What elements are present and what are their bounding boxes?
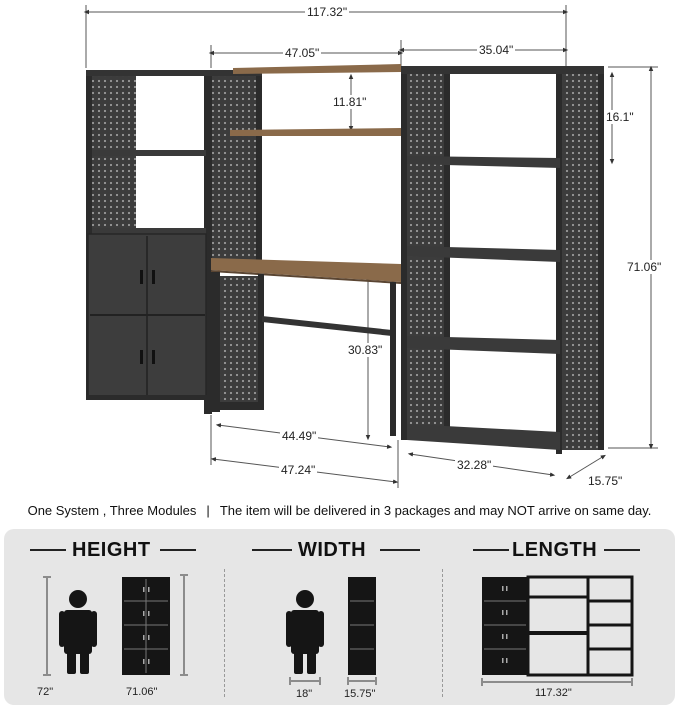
desk-outer-width-label: 47.24"	[281, 463, 316, 477]
size-comparison-panel	[4, 529, 675, 705]
height-title-rule-left	[30, 549, 66, 551]
height-title: HEIGHT	[72, 539, 151, 561]
overall-width-label: 117.32"	[307, 5, 348, 19]
desk-height-label: 30.83"	[348, 343, 383, 357]
total-height-label: 71.06"	[627, 260, 662, 274]
width-title-rule-left	[252, 549, 292, 551]
right-shelf-width-label: 35.04"	[479, 43, 514, 57]
desk-inner-width-label: 44.49"	[282, 429, 317, 443]
right-shelf-gap-label: 16.1"	[606, 110, 634, 124]
delivery-caption	[0, 503, 679, 518]
length-title-rule-left	[473, 549, 509, 551]
width-title: WIDTH	[298, 539, 367, 561]
depth-label: 15.75"	[588, 474, 623, 488]
width-title-rule-right	[380, 549, 420, 551]
height-person-icon	[59, 590, 97, 674]
right-shelf-module	[401, 66, 604, 454]
caption-left: One System , Three Modules	[27, 503, 197, 518]
width-cabinet-icon	[348, 577, 376, 675]
height-cabinet-icon	[122, 577, 170, 675]
height-person-label: 72"	[37, 686, 54, 698]
length-title-rule-right	[604, 549, 640, 551]
length-title: LENGTH	[512, 539, 598, 561]
height-title-rule-right	[160, 549, 196, 551]
section-divider-1	[224, 569, 225, 697]
section-divider-2	[442, 569, 443, 697]
width-unit-label: 15.75"	[344, 688, 376, 700]
shelf-gap-label: 11.81"	[333, 95, 367, 109]
length-system-icon	[482, 577, 632, 675]
length-unit-label: 117.32"	[535, 687, 572, 699]
caption-right: The item will be delivered in 3 packages and may NOT arrive on same day.	[219, 503, 652, 518]
right-shelf-depth-width-label: 32.28"	[457, 458, 492, 472]
desk-width-label: 47.05"	[285, 46, 320, 60]
width-person-icon	[286, 590, 324, 674]
width-person-label: 18"	[296, 688, 313, 700]
height-unit-label: 71.06"	[126, 686, 158, 698]
caption-separator: |	[206, 503, 210, 518]
